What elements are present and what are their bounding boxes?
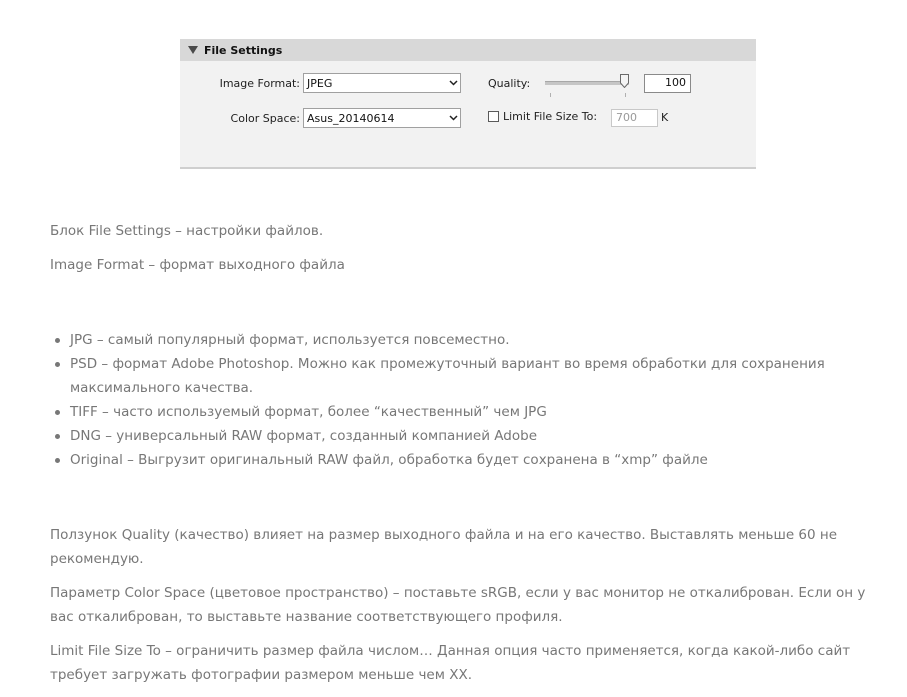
quality-label: Quality:: [488, 77, 531, 90]
image-format-heading: Image Format – формат выходного файла: [50, 257, 345, 273]
limit-file-size-input[interactable]: 700: [611, 109, 658, 127]
limit-note: Limit File Size To – ограничить размер файла числом… Данная опция часто применяется, когда какой-либо сайт требует загружать фотографии размером меньше чем XX.: [50, 643, 851, 683]
list-item: TIFF – часто используемый формат, более “качественный” чем JPG: [70, 400, 880, 424]
chevron-down-icon[interactable]: [446, 74, 460, 92]
limit-file-size-unit: K: [661, 111, 669, 124]
panel-header[interactable]: [180, 39, 756, 61]
list-item: Original – Выгрузит оригинальный RAW файл, обработка будет сохранена в “xmp” файле: [70, 448, 880, 472]
color-space-label: Color Space:: [230, 112, 300, 125]
quality-input[interactable]: 100: [644, 74, 691, 93]
intro-paragraph: Блок File Settings – настройки файлов.: [50, 223, 324, 239]
list-item: DNG – универсальный RAW формат, созданный компанией Adobe: [70, 424, 880, 448]
image-format-label: Image Format:: [219, 77, 300, 90]
chevron-down-icon[interactable]: [446, 109, 460, 127]
quality-slider-thumb[interactable]: [620, 74, 629, 88]
formats-list: [50, 328, 880, 472]
image-format-select[interactable]: [303, 73, 461, 93]
quality-slider-track[interactable]: [545, 81, 629, 85]
limit-file-size-label[interactable]: Limit File Size To:: [503, 110, 598, 123]
limit-file-size-checkbox[interactable]: [488, 111, 499, 122]
slider-tick: [625, 93, 626, 97]
panel-title: File Settings: [204, 43, 283, 57]
color-space-value: Asus_20140614: [307, 111, 395, 125]
color-space-note: Параметр Color Space (цветовое пространство) – поставьте sRGB, если у вас монитор не откалиброван. Если он у вас откалиброван, то выставьте название соответствующего профиля.: [50, 585, 866, 625]
list-item: JPG – самый популярный формат, используется повсеместно.: [70, 328, 880, 352]
image-format-value: JPEG: [307, 76, 333, 90]
collapse-triangle-icon[interactable]: [188, 46, 198, 54]
article-body: [50, 219, 880, 697]
slider-tick: [550, 93, 551, 97]
color-space-select[interactable]: [303, 108, 461, 128]
quality-note: Ползунок Quality (качество) влияет на размер выходного файла и на его качество. Выставлять меньше 60 не рекомендую.: [50, 527, 838, 567]
list-item: PSD – формат Adobe Photoshop. Можно как промежуточный вариант во время обработки для сохранения максимального качества.: [70, 352, 880, 400]
file-settings-panel: [180, 39, 756, 169]
